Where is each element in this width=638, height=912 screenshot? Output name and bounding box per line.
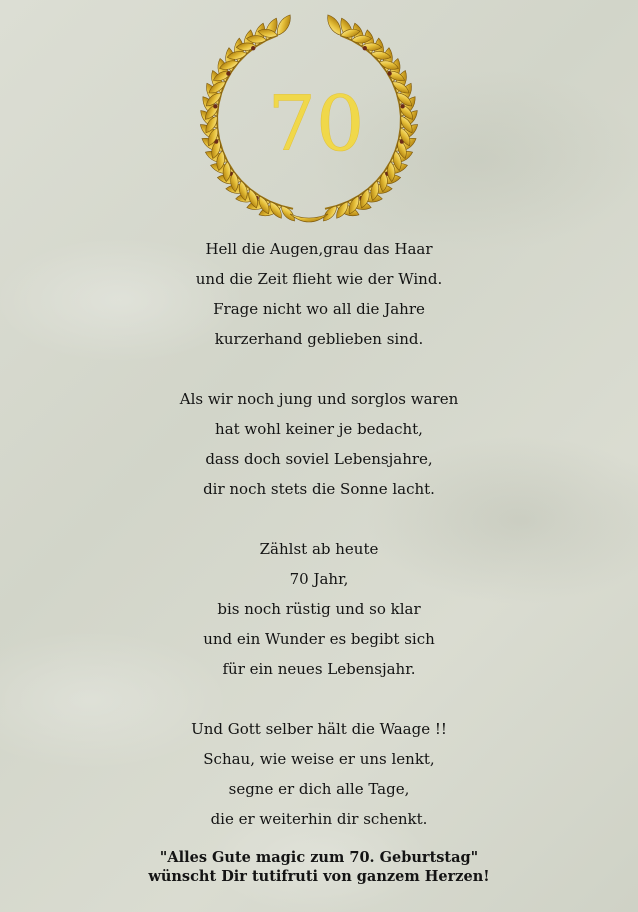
- poem-line: für ein neues Lebensjahr.: [222, 660, 416, 678]
- poem: [0, 234, 638, 864]
- poem-line: und die Zeit flieht wie der Wind.: [195, 270, 443, 288]
- poem-line: dass doch soviel Lebensjahre,: [205, 450, 433, 468]
- stanza-3: [0, 534, 638, 684]
- laurel-wreath-emblem: [178, 8, 440, 230]
- poem-line: Hell die Augen,grau das Haar: [205, 240, 433, 258]
- poem-line: und ein Wunder es begibt sich: [203, 630, 435, 648]
- poem-line: 70 Jahr,: [289, 570, 349, 588]
- poem-line: kurzerhand geblieben sind.: [214, 330, 424, 348]
- stanza-1: [0, 234, 638, 354]
- greeting-line-2: wünscht Dir tutifruti von ganzem Herzen!: [148, 868, 490, 885]
- poem-line: Und Gott selber hält die Waage !!: [191, 720, 447, 738]
- poem-line: die er weiterhin dir schenkt.: [210, 810, 428, 828]
- stanza-4: [0, 714, 638, 834]
- stanza-2: [0, 384, 638, 504]
- poem-line: Schau, wie weise er uns lenkt,: [203, 750, 435, 768]
- poem-line: segne er dich alle Tage,: [228, 780, 410, 798]
- poem-line: hat wohl keiner je bedacht,: [215, 420, 423, 438]
- poem-line: Frage nicht wo all die Jahre: [213, 300, 425, 318]
- emblem-number: 70: [267, 79, 365, 168]
- poem-line: dir noch stets die Sonne lacht.: [203, 480, 435, 498]
- greeting-line-1: "Alles Gute magic zum 70. Geburtstag": [159, 849, 479, 866]
- closing-greeting: [0, 848, 638, 886]
- poem-line: bis noch rüstig und so klar: [217, 600, 421, 618]
- poem-line: Als wir noch jung und sorglos waren: [179, 390, 459, 408]
- poem-line: Zählst ab heute: [259, 540, 379, 558]
